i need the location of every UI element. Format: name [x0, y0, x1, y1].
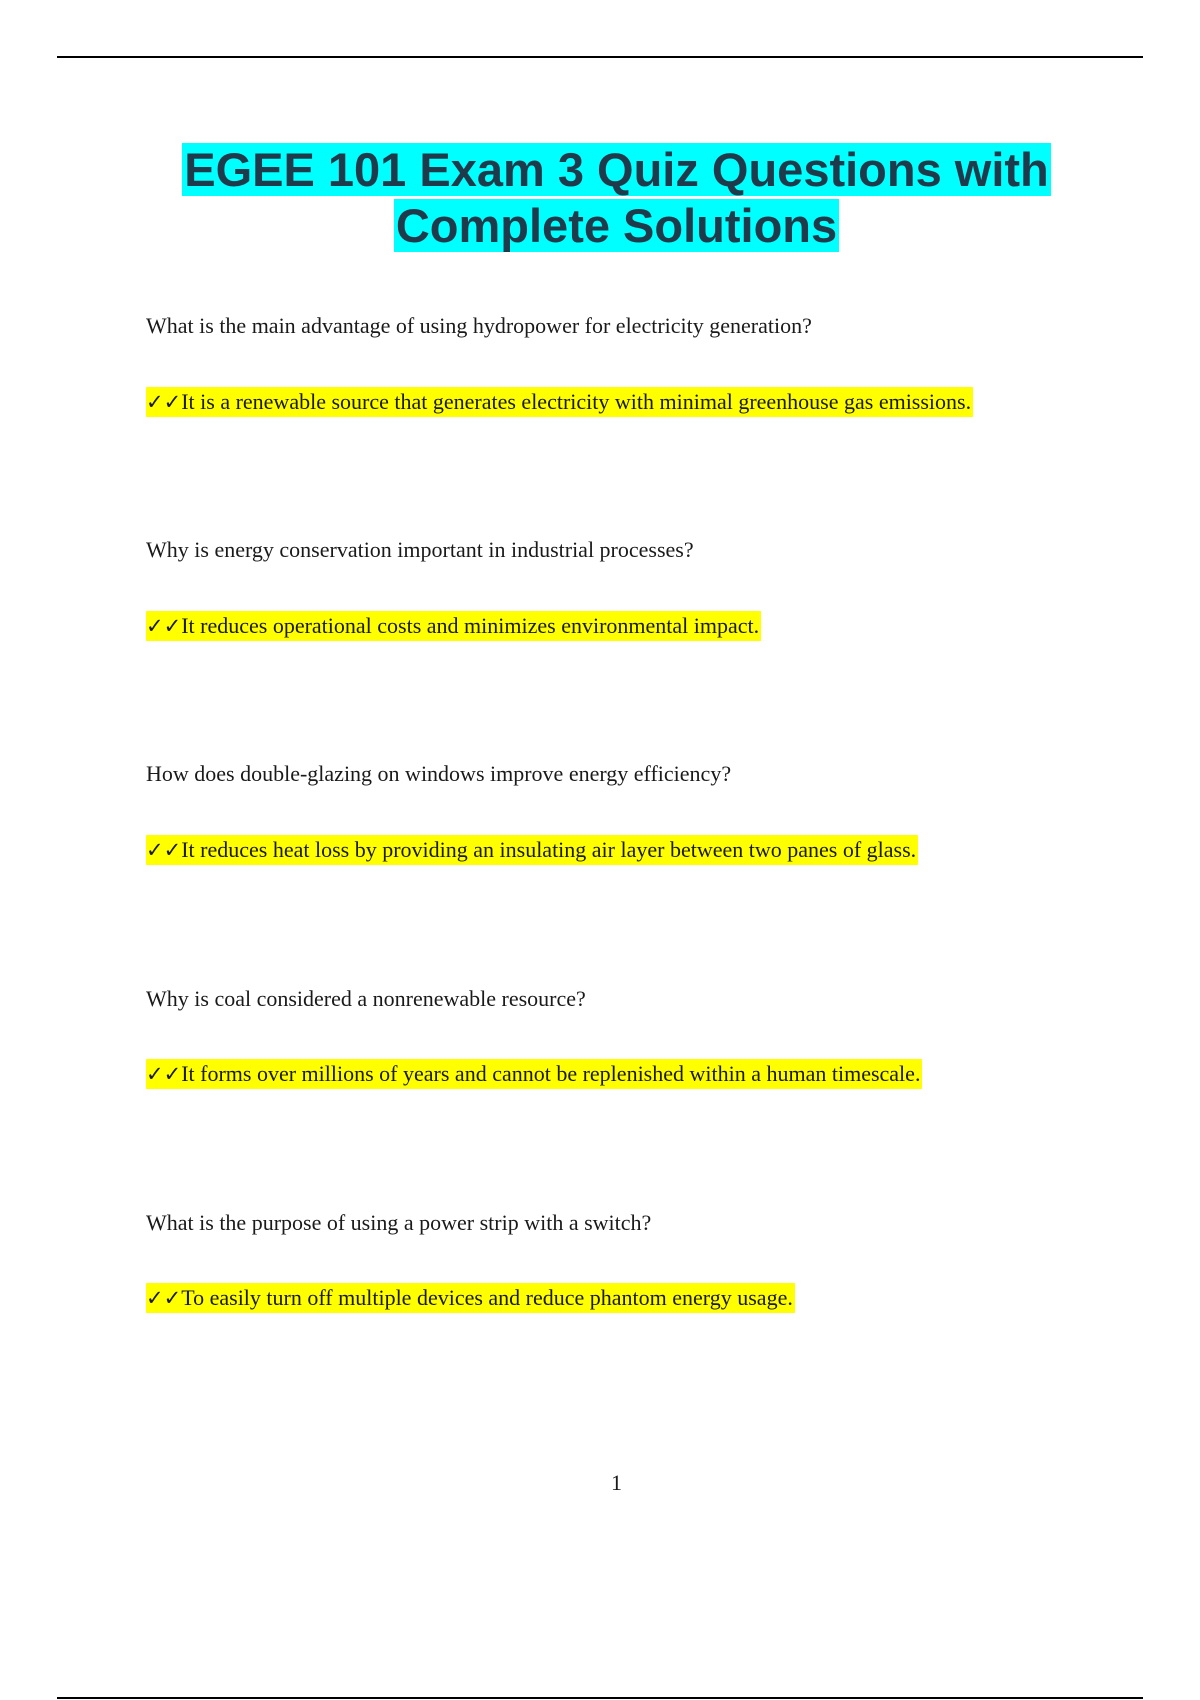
check-icon: ✓✓ [146, 838, 182, 862]
title-line-2: Complete Solutions [395, 199, 838, 252]
header-rule [57, 56, 1143, 58]
qa-item-5 [146, 1209, 651, 1237]
answer-text-2: It reduces operational costs and minimizes environmental impact. [181, 613, 760, 638]
question-4: Why is coal considered a nonrenewable resource? [146, 986, 586, 1011]
question-5: What is the purpose of using a power strip with a switch? [146, 1210, 652, 1235]
answer-3 [146, 835, 918, 865]
answer-text-4: It forms over millions of years and cannot be replenished within a human timescale. [181, 1061, 921, 1086]
answer-row-3 [146, 835, 918, 865]
qa-item-4 [146, 985, 586, 1013]
answer-row-2 [146, 611, 761, 641]
answer-4 [146, 1059, 922, 1089]
check-icon: ✓✓ [146, 614, 182, 638]
footer-rule [57, 1697, 1143, 1699]
check-icon: ✓✓ [146, 1062, 182, 1086]
answer-5 [146, 1283, 795, 1313]
page-number: 1 [611, 1470, 622, 1495]
title-line-1: EGEE 101 Exam 3 Quiz Questions with [184, 143, 1049, 196]
answer-1 [146, 387, 973, 417]
page-title [0, 142, 1200, 254]
question-1: What is the main advantage of using hydropower for electricity generation? [146, 313, 812, 338]
answer-text-3: It reduces heat loss by providing an insulating air layer between two panes of glass. [181, 837, 917, 862]
answer-text-1: It is a renewable source that generates electricity with minimal greenhouse gas emissions. [181, 389, 972, 414]
question-3: How does double-glazing on windows improve energy efficiency? [146, 761, 732, 786]
qa-item-2 [146, 536, 694, 564]
check-icon: ✓✓ [146, 390, 182, 414]
qa-item-3 [146, 760, 731, 788]
answer-row-5 [146, 1283, 795, 1313]
qa-item-1 [146, 312, 812, 340]
answer-row-1 [146, 387, 973, 417]
answer-row-4 [146, 1059, 922, 1089]
answer-text-5: To easily turn off multiple devices and reduce phantom energy usage. [181, 1285, 793, 1310]
answer-2 [146, 611, 761, 641]
question-2: Why is energy conservation important in industrial processes? [146, 537, 694, 562]
check-icon: ✓✓ [146, 1286, 182, 1310]
